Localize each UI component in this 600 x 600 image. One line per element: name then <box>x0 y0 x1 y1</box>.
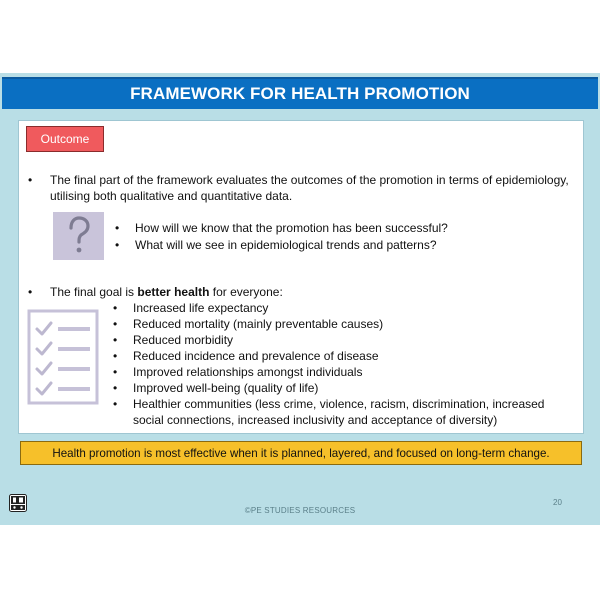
goal-item-text: Healthier communities (less crime, violence, racism, discrimination, increased social connections, increased inclusivity and acceptance of diversity) <box>133 397 545 427</box>
bullet-dot: • <box>113 349 118 363</box>
bullet-dot: • <box>113 365 118 379</box>
page-number: 20 <box>553 498 562 507</box>
goal-item-text: Reduced incidence and prevalence of disease <box>133 349 379 363</box>
content-box <box>18 120 584 434</box>
goal-item-text: Increased life expectancy <box>133 301 269 315</box>
intro-text: The final part of the framework evaluates the outcomes of the promotion in terms of epidemiology, utilising both qualitative and quantitative data. <box>50 173 569 203</box>
goal-suffix: for everyone: <box>209 285 283 299</box>
question-mark-icon <box>53 212 104 260</box>
slide <box>0 73 600 525</box>
bullet-dot: • <box>113 333 118 347</box>
bullet-dot: • <box>115 238 120 252</box>
goal-item-text: Reduced mortality (mainly preventable causes) <box>133 317 384 331</box>
question-text: How will we know that the promotion has been successful? <box>135 221 448 235</box>
key-message-banner: Health promotion is most effective when it is planned, layered, and focused on long-term change. <box>20 441 582 465</box>
list-item <box>113 316 573 332</box>
goal-item-text: Improved well-being (quality of life) <box>133 381 319 395</box>
title-bar <box>2 77 598 109</box>
slide-title: FRAMEWORK FOR HEALTH PROMOTION <box>130 84 470 103</box>
goal-bold: better health <box>137 285 210 299</box>
goal-prefix: The final goal is <box>50 285 138 299</box>
list-item <box>113 348 573 364</box>
outcome-badge: Outcome <box>26 126 104 152</box>
list-item <box>113 380 573 396</box>
goal-list <box>113 300 573 428</box>
bullet-dot: • <box>115 221 120 235</box>
list-item <box>113 300 573 316</box>
bullet-dot: • <box>113 381 118 395</box>
list-item <box>113 364 573 380</box>
goal-item-text: Improved relationships amongst individuals <box>133 365 363 379</box>
bullet-dot: • <box>113 317 118 331</box>
bullet-dot: • <box>113 301 118 315</box>
bullet-dot: • <box>113 397 118 411</box>
checklist-icon <box>27 309 99 410</box>
question-text: What will we see in epidemiological trends and patterns? <box>135 238 437 252</box>
goal-text <box>50 284 283 300</box>
goal-item-text: Reduced morbidity <box>133 333 234 347</box>
list-item <box>113 396 573 428</box>
copyright: ©PE STUDIES RESOURCES <box>244 506 356 515</box>
list-item <box>113 332 573 348</box>
bullet-dot: • <box>28 173 33 187</box>
bullet-dot: • <box>28 285 33 299</box>
